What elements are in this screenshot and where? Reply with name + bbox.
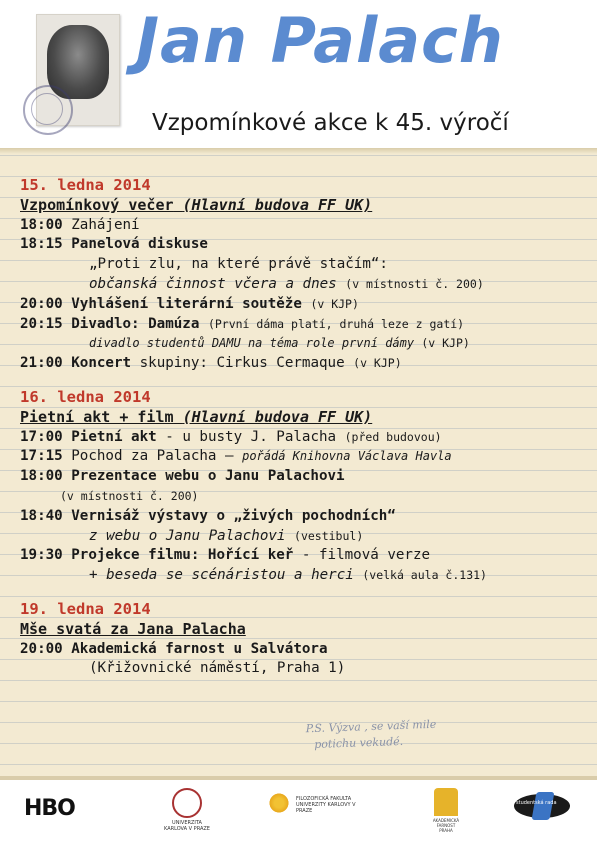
day3-section: Mše svatá za Jana Palacha [20, 619, 246, 638]
event-text: Akademická farnost u Salvátora [71, 640, 328, 657]
day1-event-4 [20, 315, 590, 335]
hbo-logo: HBO [24, 796, 75, 821]
handwriting-line-1: P.S. Výzva , se vaší mile [305, 717, 437, 736]
header [0, 0, 597, 150]
time: 18:15 [20, 236, 63, 253]
day2-event-4-sub [20, 527, 590, 547]
day1-venue: (Hlavní budova FF UK) [182, 195, 373, 214]
day1-event-2-sub [20, 275, 590, 295]
event-subtitle: divadlo studentů DAMU na téma role první dámy [89, 336, 415, 351]
day3-event-1-place: (Křižovnické náměstí, Praha 1) [89, 660, 346, 677]
day2-event-3 [20, 467, 590, 487]
time: 17:15 [20, 448, 63, 465]
event-place: (vestibul) [294, 528, 364, 543]
univerzita-karlova-text: UNIVERZITA KARLOVA V PRAZE [164, 820, 210, 832]
studentska-rada-text: studentská rada [516, 800, 557, 806]
time: 18:40 [20, 507, 63, 524]
day1-section-title: Vzpomínkový večer [20, 195, 174, 214]
day2-event-2 [20, 447, 590, 467]
event-text: Divadlo: Damúza [71, 315, 200, 332]
day3-date: 19. ledna 2014 [20, 599, 151, 618]
akademicka-farnost-text: AKADEMICKÁ FARNOST PRAHA [432, 818, 460, 833]
event-place: (v KJP) [353, 356, 402, 371]
church-icon [434, 788, 458, 816]
university-seal-icon [172, 788, 202, 818]
day1-event-3 [20, 295, 590, 315]
handwriting-line-2: potichu vekudé. [314, 734, 404, 751]
sun-icon [268, 792, 290, 814]
time: 18:00 [20, 468, 63, 485]
event-bold: Projekce filmu: Hořící keř [71, 547, 294, 564]
day2-venue: (Hlavní budova FF UK) [182, 407, 373, 426]
paper-edge [0, 148, 597, 154]
event-text: Vyhlášení literární soutěže [71, 295, 302, 312]
day1-event-5 [20, 354, 590, 374]
day3-event-1 [20, 640, 590, 660]
event-text: skupiny: Cirkus Cermaque [139, 355, 345, 372]
event-place: (velká aula č.131) [362, 568, 487, 583]
event-subtitle: pořádá Knihovna Václava Havla [242, 449, 452, 464]
event-place: (před budovou) [344, 429, 442, 444]
day2-event-4 [20, 507, 590, 527]
filozoficka-fakulta-text: FILOZOFICKÁ FAKULTA UNIVERZITY KARLOVY V PRAZE [296, 796, 356, 814]
akademicka-farnost-logo [430, 788, 462, 833]
stamp-mark-inner [31, 93, 63, 125]
day1-date: 15. ledna 2014 [20, 176, 151, 194]
event-text: Panelová diskuse [71, 236, 208, 253]
day1-event-4-sub [20, 334, 590, 354]
day1-event-2-quote: „Proti zlu, na které právě stačím“: [89, 256, 388, 273]
page-subtitle: Vzpomínkové akce k 45. výročí [152, 110, 509, 136]
event-text: - filmová verze [301, 547, 431, 564]
event-subtitle: občanská činnost včera a dnes [89, 275, 337, 292]
portrait-photo [36, 14, 120, 126]
event-bold: Pietní akt [71, 428, 157, 445]
day1-event-1 [20, 216, 590, 236]
time: 21:00 [20, 355, 63, 372]
time: 17:00 [20, 428, 63, 445]
day1-section [20, 196, 590, 216]
day2-event-5-sub [20, 566, 590, 586]
studentska-rada-logo [512, 792, 572, 820]
page-title: Jan Palach [136, 4, 504, 77]
day2-event-5 [20, 546, 590, 566]
day2-section [20, 408, 590, 428]
event-text: Prezentace webu o Janu Palachovi [71, 468, 345, 485]
time: 20:15 [20, 315, 63, 332]
day2-event-3-place [20, 487, 590, 507]
day2-event-1 [20, 428, 590, 448]
event-bold: Koncert [71, 355, 132, 372]
event-paren: (První dáma platí, druhá leze z gatí) [207, 316, 465, 331]
event-place: (v KJP) [421, 336, 470, 351]
event-subtitle: z webu o Janu Palachovi [89, 527, 286, 544]
time: 19:30 [20, 547, 63, 564]
event-text: Vernisáž výstavy o „živých pochodních“ [71, 507, 396, 524]
event-text: Zahájení [71, 216, 140, 233]
day2-section-title: Pietní akt + film [20, 407, 174, 426]
event-place: (v KJP) [310, 296, 359, 311]
footer-logos [0, 780, 597, 842]
time: 18:00 [20, 216, 63, 233]
event-place: (v místnosti č. 200) [60, 488, 199, 503]
univerzita-karlova-logo [160, 788, 214, 832]
handwritten-note [305, 718, 437, 755]
time: 20:00 [20, 295, 63, 312]
program [20, 176, 590, 679]
event-subtitle: + beseda se scénáristou a herci [89, 567, 354, 584]
event-text: Pochod za Palacha – [71, 448, 234, 465]
time: 20:00 [20, 640, 63, 657]
day1-event-2 [20, 235, 590, 255]
event-text: - u busty J. Palacha [165, 428, 337, 445]
day2-date: 16. ledna 2014 [20, 387, 151, 406]
event-place: (v místnosti č. 200) [345, 276, 484, 291]
